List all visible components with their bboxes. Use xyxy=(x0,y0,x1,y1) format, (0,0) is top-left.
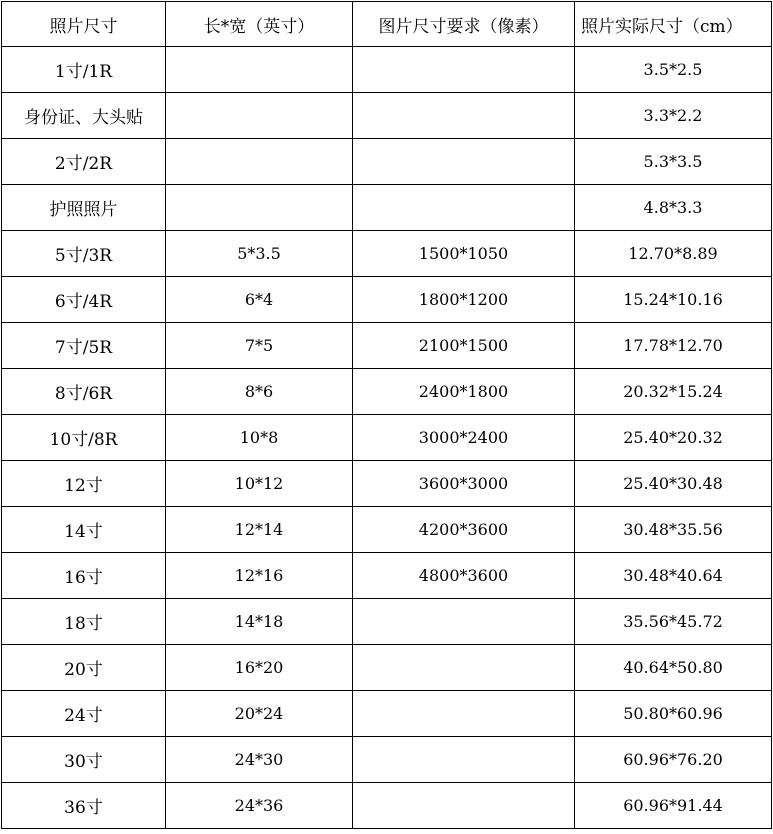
cell-pixels: 2400*1800 xyxy=(353,369,575,415)
table-row xyxy=(2,415,772,461)
cell-photo-size: 5寸/3R xyxy=(2,231,166,277)
cell-inches: 6*4 xyxy=(166,277,353,323)
cell-cm: 25.40*20.32 xyxy=(575,415,772,461)
cell-photo-size: 24寸 xyxy=(2,691,166,737)
cell-pixels xyxy=(353,185,575,231)
cell-photo-size: 16寸 xyxy=(2,553,166,599)
cell-cm: 12.70*8.89 xyxy=(575,231,772,277)
table-row xyxy=(2,691,772,737)
cell-cm: 5.3*3.5 xyxy=(575,139,772,185)
cell-cm: 15.24*10.16 xyxy=(575,277,772,323)
table-row xyxy=(2,737,772,783)
cell-cm: 60.96*91.44 xyxy=(575,783,772,829)
header-pixels: 图片尺寸要求（像素） xyxy=(353,2,575,47)
cell-cm: 30.48*40.64 xyxy=(575,553,772,599)
table-row xyxy=(2,783,772,829)
cell-pixels: 4200*3600 xyxy=(353,507,575,553)
cell-photo-size: 2寸/2R xyxy=(2,139,166,185)
cell-pixels xyxy=(353,737,575,783)
table-row xyxy=(2,599,772,645)
cell-inches: 7*5 xyxy=(166,323,353,369)
cell-pixels: 2100*1500 xyxy=(353,323,575,369)
cell-cm: 35.56*45.72 xyxy=(575,599,772,645)
header-photo-size: 照片尺寸 xyxy=(2,2,166,47)
cell-pixels xyxy=(353,47,575,93)
table-row xyxy=(2,507,772,553)
cell-inches xyxy=(166,47,353,93)
cell-photo-size: 12寸 xyxy=(2,461,166,507)
cell-inches: 24*30 xyxy=(166,737,353,783)
cell-photo-size: 8寸/6R xyxy=(2,369,166,415)
table-row xyxy=(2,277,772,323)
header-cm: 照片实际尺寸（cm） xyxy=(575,2,772,47)
cell-pixels: 4800*3600 xyxy=(353,553,575,599)
cell-cm: 3.5*2.5 xyxy=(575,47,772,93)
cell-cm: 30.48*35.56 xyxy=(575,507,772,553)
table-row xyxy=(2,47,772,93)
cell-pixels: 1800*1200 xyxy=(353,277,575,323)
table-row xyxy=(2,93,772,139)
cell-photo-size: 7寸/5R xyxy=(2,323,166,369)
cell-cm: 4.8*3.3 xyxy=(575,185,772,231)
cell-pixels: 3600*3000 xyxy=(353,461,575,507)
cell-pixels xyxy=(353,645,575,691)
cell-pixels xyxy=(353,783,575,829)
cell-inches xyxy=(166,93,353,139)
table-row xyxy=(2,185,772,231)
cell-photo-size: 14寸 xyxy=(2,507,166,553)
cell-cm: 17.78*12.70 xyxy=(575,323,772,369)
cell-photo-size: 6寸/4R xyxy=(2,277,166,323)
cell-pixels: 3000*2400 xyxy=(353,415,575,461)
cell-photo-size: 20寸 xyxy=(2,645,166,691)
cell-inches: 10*8 xyxy=(166,415,353,461)
table-row xyxy=(2,231,772,277)
cell-pixels xyxy=(353,139,575,185)
table-row xyxy=(2,139,772,185)
cell-pixels xyxy=(353,691,575,737)
cell-pixels xyxy=(353,599,575,645)
cell-cm: 60.96*76.20 xyxy=(575,737,772,783)
cell-photo-size: 18寸 xyxy=(2,599,166,645)
cell-inches: 14*18 xyxy=(166,599,353,645)
cell-inches xyxy=(166,185,353,231)
cell-photo-size: 护照照片 xyxy=(2,185,166,231)
cell-photo-size: 30寸 xyxy=(2,737,166,783)
cell-pixels: 1500*1050 xyxy=(353,231,575,277)
cell-inches: 20*24 xyxy=(166,691,353,737)
cell-inches xyxy=(166,139,353,185)
cell-photo-size: 36寸 xyxy=(2,783,166,829)
cell-pixels xyxy=(353,93,575,139)
cell-cm: 3.3*2.2 xyxy=(575,93,772,139)
header-inches: 长*宽（英寸） xyxy=(166,2,353,47)
cell-cm: 50.80*60.96 xyxy=(575,691,772,737)
table-body xyxy=(2,47,772,829)
cell-inches: 12*14 xyxy=(166,507,353,553)
table-row xyxy=(2,645,772,691)
cell-inches: 16*20 xyxy=(166,645,353,691)
cell-cm: 25.40*30.48 xyxy=(575,461,772,507)
table-row xyxy=(2,369,772,415)
cell-photo-size: 1寸/1R xyxy=(2,47,166,93)
cell-inches: 12*16 xyxy=(166,553,353,599)
header-row xyxy=(2,2,772,47)
table-row xyxy=(2,461,772,507)
photo-size-table xyxy=(1,1,772,829)
table-row xyxy=(2,323,772,369)
cell-inches: 8*6 xyxy=(166,369,353,415)
table-row xyxy=(2,553,772,599)
cell-inches: 24*36 xyxy=(166,783,353,829)
cell-cm: 20.32*15.24 xyxy=(575,369,772,415)
cell-inches: 10*12 xyxy=(166,461,353,507)
cell-cm: 40.64*50.80 xyxy=(575,645,772,691)
cell-photo-size: 10寸/8R xyxy=(2,415,166,461)
cell-photo-size: 身份证、大头贴 xyxy=(2,93,166,139)
cell-inches: 5*3.5 xyxy=(166,231,353,277)
